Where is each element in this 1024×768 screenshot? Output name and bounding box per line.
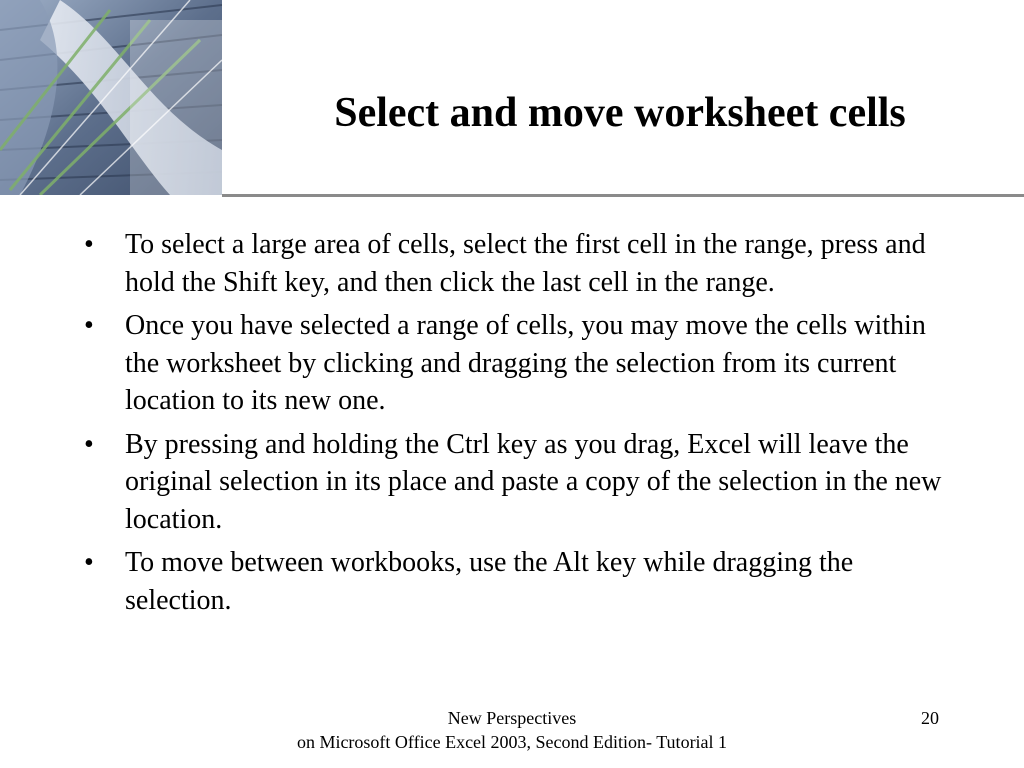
- footer-caption: [262, 706, 762, 754]
- slide-title: Select and move worksheet cells: [334, 90, 906, 136]
- bullet-text: To select a large area of cells, select the first cell in the range, press and hold the Shift key, and then click the last cell in the range.: [125, 229, 926, 298]
- bullet-text: By pressing and holding the Ctrl key as you drag, Excel will leave the original selection in its place and paste a copy of the selection in the new location.: [125, 428, 942, 535]
- bullet-item-select-range: [84, 226, 944, 301]
- footer-line-1: New Perspectives: [447, 708, 577, 728]
- bullet-text: To move between workbooks, use the Alt key while dragging the selection.: [125, 547, 854, 616]
- bullet-marker: •: [84, 229, 94, 260]
- bullet-item-alt-workbooks: [84, 544, 944, 619]
- bullet-marker: •: [84, 547, 94, 578]
- title-divider-rule: [222, 194, 1024, 197]
- bullet-marker: •: [84, 428, 94, 460]
- page-number: 20: [921, 708, 939, 728]
- bullet-list: [84, 226, 944, 625]
- decorative-architecture-image: [0, 0, 222, 195]
- bullet-item-move-cells: [84, 307, 944, 420]
- bullet-text: Once you have selected a range of cells, you may move the cells within the worksheet by clicking and dragging the selection from its current location to its new one.: [125, 310, 926, 416]
- bullet-item-ctrl-copy: [84, 426, 944, 539]
- footer-line-2: on Microsoft Office Excel 2003, Second Edition- Tutorial 1: [296, 732, 728, 752]
- bullet-marker: •: [84, 310, 94, 341]
